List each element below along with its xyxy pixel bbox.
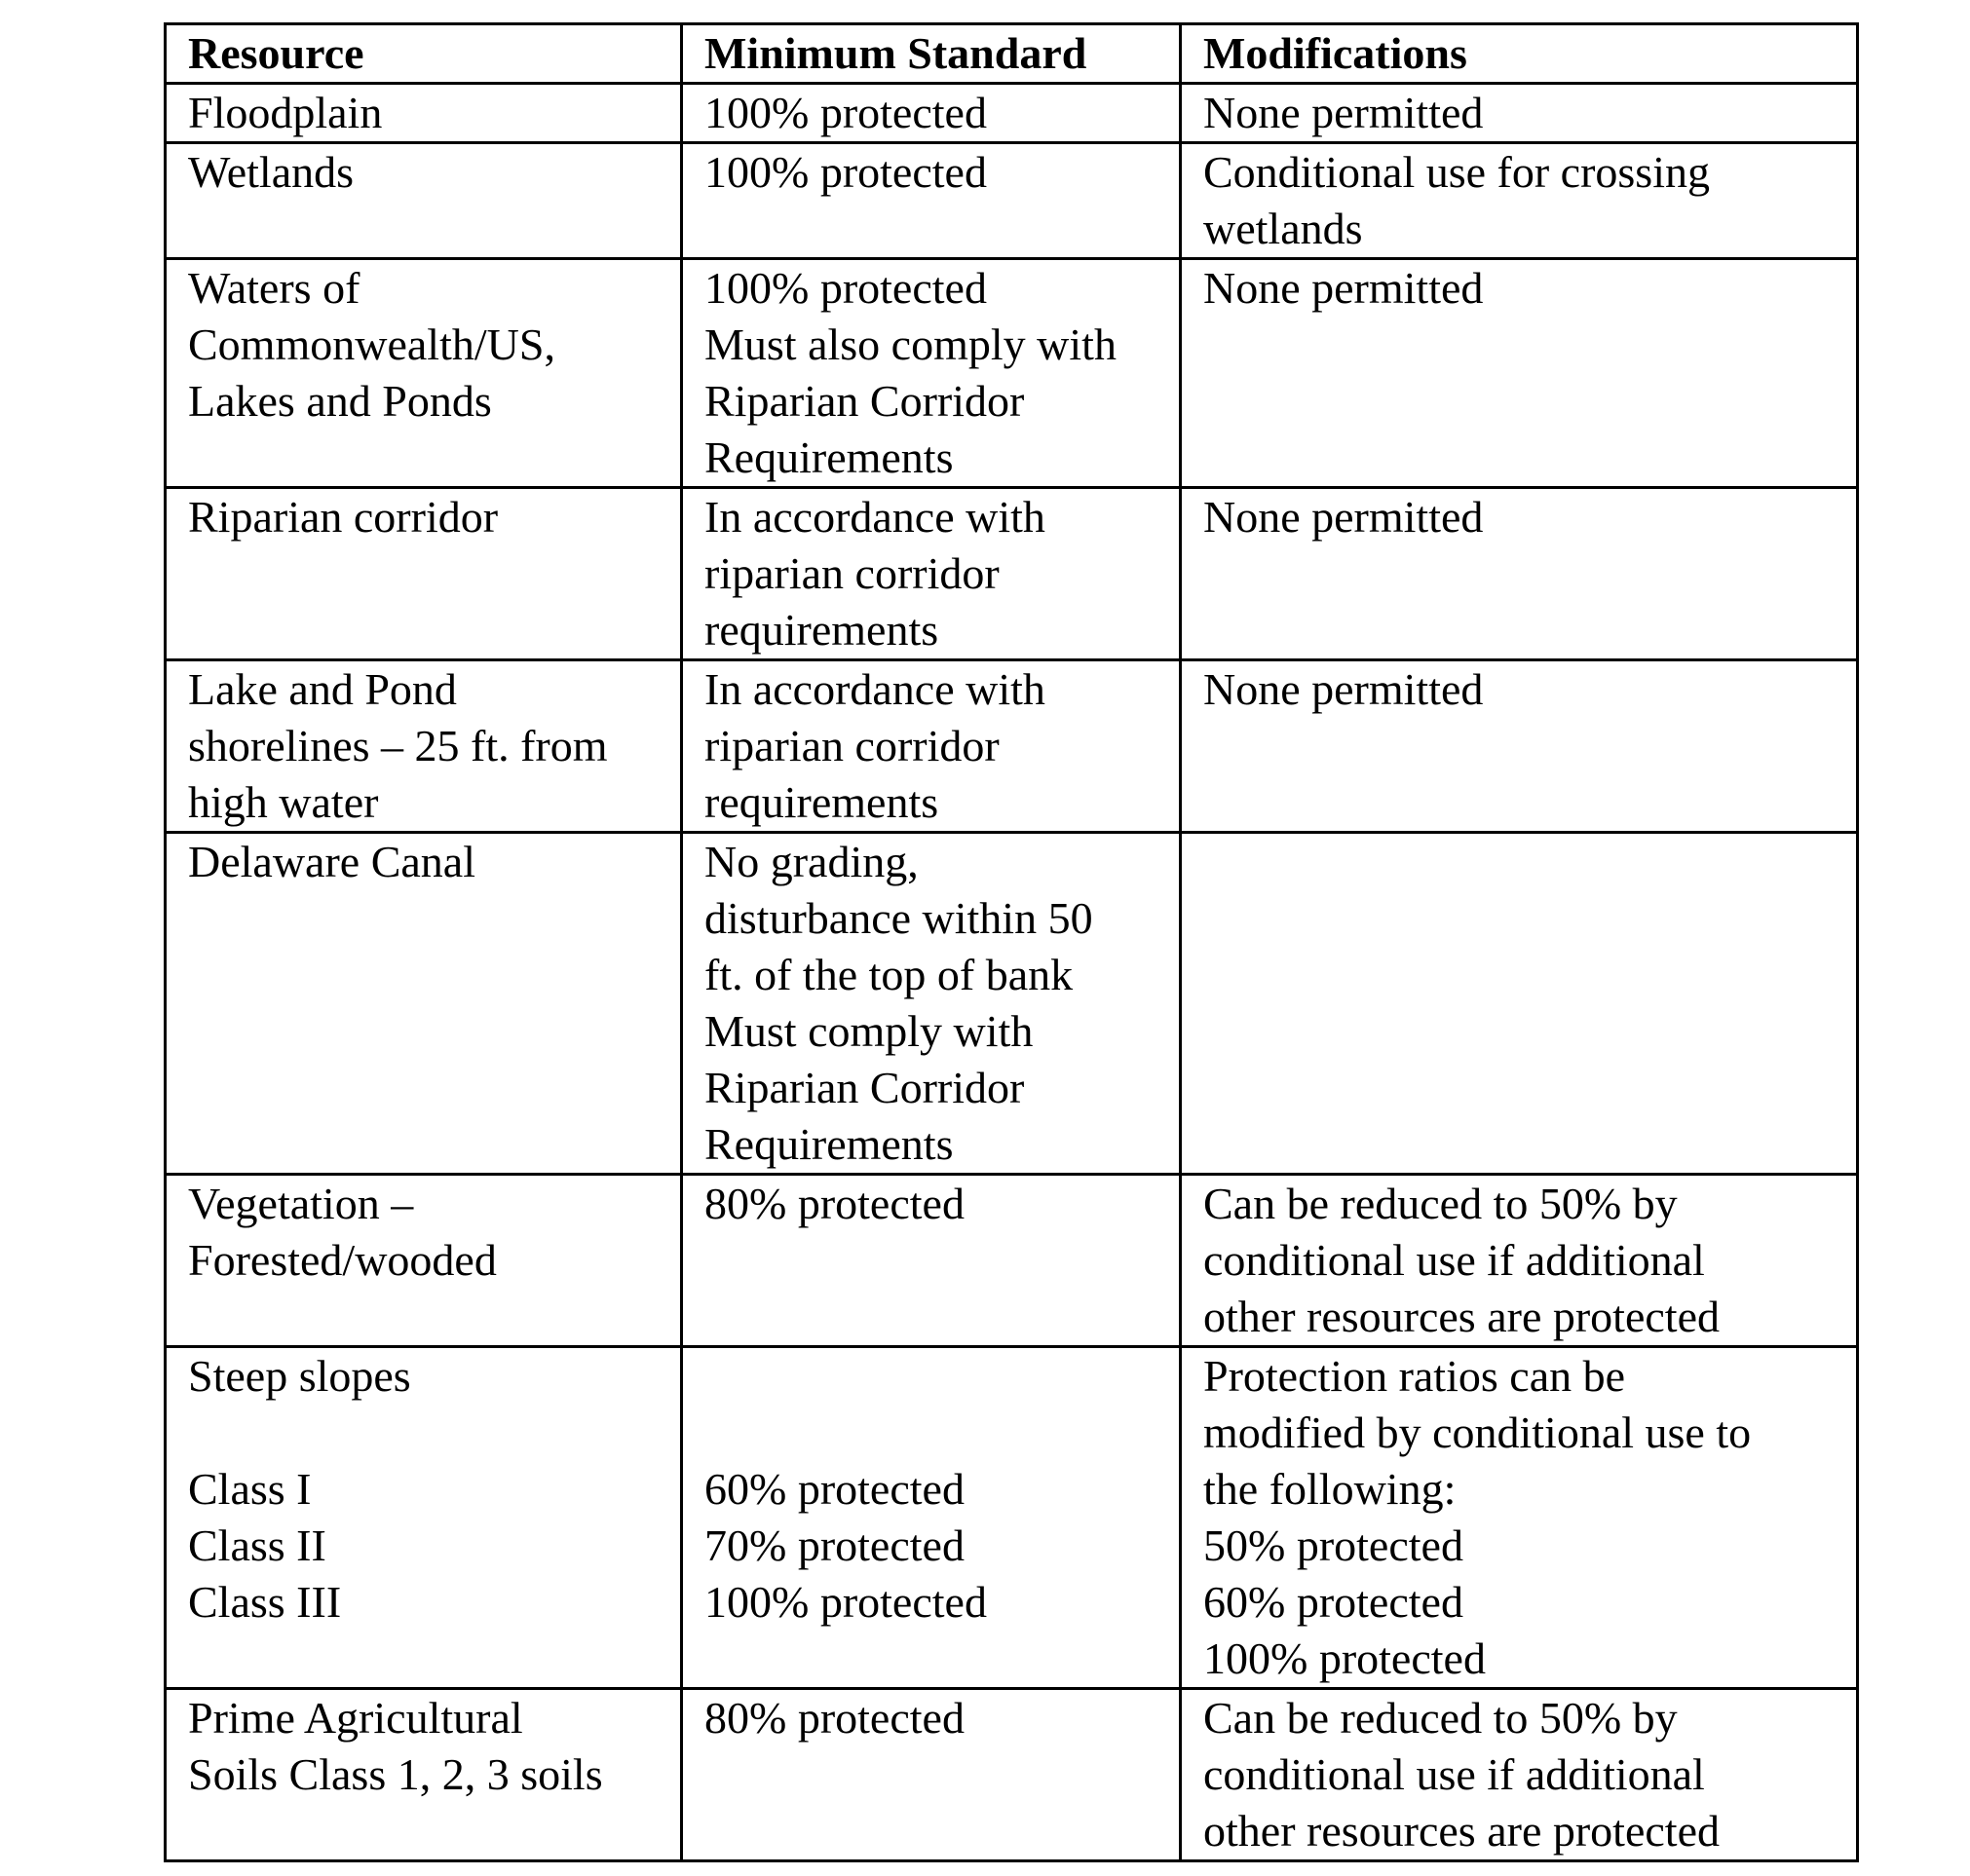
- cell-line: None permitted: [1203, 664, 1484, 714]
- cell-line: 100% protected: [704, 263, 987, 313]
- cell-line: conditional use if additional: [1203, 1749, 1705, 1799]
- cell-line: 100% protected: [704, 147, 987, 197]
- modifications-cell: [1181, 1175, 1858, 1347]
- cell-line: Class II: [188, 1520, 326, 1570]
- table-row: [166, 143, 1858, 259]
- resource-cell: [166, 1689, 682, 1861]
- cell-line: other resources are protected: [1203, 1806, 1720, 1856]
- modifications-cell: [1181, 833, 1858, 1175]
- cell-line: Riparian Corridor: [704, 1063, 1025, 1112]
- cell-line: shorelines – 25 ft. from: [188, 721, 608, 770]
- cell-line: 100% protected: [1203, 1633, 1486, 1683]
- cell-line: Wetlands: [188, 147, 355, 197]
- cell-line: 80% protected: [704, 1693, 965, 1743]
- header-row: [166, 24, 1858, 84]
- table-header: [166, 24, 1858, 84]
- cell-line: Commonwealth/US,: [188, 319, 555, 369]
- cell-line: Class I: [188, 1464, 312, 1514]
- resource-cell: [166, 84, 682, 143]
- cell-line: riparian corridor: [704, 548, 1000, 598]
- table-row: [166, 488, 1858, 660]
- cell-line: 60% protected: [1203, 1577, 1463, 1627]
- cell-line: Must comply with: [704, 1006, 1034, 1056]
- resource-cell: [166, 1347, 682, 1689]
- table-row: [166, 660, 1858, 833]
- cell-line: No grading,: [704, 837, 919, 886]
- cell-line: Riparian corridor: [188, 492, 499, 542]
- table-row: [166, 833, 1858, 1175]
- cell-line: conditional use if additional: [1203, 1235, 1705, 1285]
- cell-line: Soils Class 1, 2, 3 soils: [188, 1749, 603, 1799]
- minimum-standard-cell: [682, 833, 1181, 1175]
- cell-line: Riparian Corridor: [704, 376, 1025, 426]
- table-row: [166, 259, 1858, 488]
- minimum-standard-cell: [682, 1689, 1181, 1861]
- cell-line: Waters of: [188, 263, 360, 313]
- cell-line: high water: [188, 777, 379, 827]
- header-minimum-standard: Minimum Standard: [682, 24, 1181, 84]
- cell-line: 70% protected: [704, 1520, 965, 1570]
- cell-line: other resources are protected: [1203, 1292, 1720, 1341]
- cell-line: Can be reduced to 50% by: [1203, 1179, 1678, 1228]
- cell-line: 80% protected: [704, 1179, 965, 1228]
- modifications-cell: [1181, 660, 1858, 833]
- cell-line: requirements: [704, 605, 939, 655]
- minimum-standard-cell: [682, 259, 1181, 488]
- resource-cell: [166, 143, 682, 259]
- cell-line: Can be reduced to 50% by: [1203, 1693, 1678, 1743]
- modifications-cell: [1181, 84, 1858, 143]
- cell-line: None permitted: [1203, 492, 1484, 542]
- cell-line: the following:: [1203, 1464, 1457, 1514]
- cell-line: 60% protected: [704, 1464, 965, 1514]
- cell-line: Vegetation –: [188, 1179, 414, 1228]
- cell-line: Class III: [188, 1577, 342, 1627]
- minimum-standard-cell: [682, 660, 1181, 833]
- minimum-standard-cell: [682, 143, 1181, 259]
- resource-cell: [166, 660, 682, 833]
- cell-line: In accordance with: [704, 664, 1045, 714]
- resource-cell: [166, 259, 682, 488]
- cell-line: In accordance with: [704, 492, 1045, 542]
- table-row: [166, 1175, 1858, 1347]
- blank-line: [704, 1348, 1167, 1405]
- header-modifications: Modifications: [1181, 24, 1858, 84]
- cell-line: 100% protected: [704, 1577, 987, 1627]
- cell-line: wetlands: [1203, 204, 1363, 253]
- cell-line: Conditional use for crossing: [1203, 147, 1710, 197]
- cell-line: Lake and Pond: [188, 664, 457, 714]
- cell-line: Prime Agricultural: [188, 1693, 523, 1743]
- modifications-cell: [1181, 488, 1858, 660]
- cell-line: Forested/wooded: [188, 1235, 497, 1285]
- table-body: [166, 84, 1858, 1861]
- cell-line: 100% protected: [704, 88, 987, 137]
- table-row: [166, 84, 1858, 143]
- cell-line: ft. of the top of bank: [704, 950, 1074, 999]
- table-row: [166, 1689, 1858, 1861]
- resource-cell: [166, 1175, 682, 1347]
- resource-protection-table: [164, 22, 1859, 1862]
- cell-line: 50% protected: [1203, 1520, 1463, 1570]
- cell-line: requirements: [704, 777, 939, 827]
- minimum-standard-cell: [682, 1175, 1181, 1347]
- modifications-cell: [1181, 1347, 1858, 1689]
- cell-line: Requirements: [704, 432, 954, 482]
- cell-line: Delaware Canal: [188, 837, 476, 886]
- cell-line: None permitted: [1203, 263, 1484, 313]
- blank-line: [188, 1405, 668, 1461]
- cell-line: None permitted: [1203, 88, 1484, 137]
- resource-cell: [166, 488, 682, 660]
- modifications-cell: [1181, 143, 1858, 259]
- cell-line: riparian corridor: [704, 721, 1000, 770]
- cell-line: Must also comply with: [704, 319, 1117, 369]
- minimum-standard-cell: [682, 84, 1181, 143]
- cell-line: Lakes and Ponds: [188, 376, 492, 426]
- cell-line: disturbance within 50: [704, 893, 1093, 943]
- resource-cell: [166, 833, 682, 1175]
- minimum-standard-cell: [682, 1347, 1181, 1689]
- cell-line: Requirements: [704, 1119, 954, 1169]
- minimum-standard-cell: [682, 488, 1181, 660]
- header-resource: Resource: [166, 24, 682, 84]
- cell-line: Steep slopes: [188, 1351, 411, 1401]
- cell-line: Protection ratios can be: [1203, 1351, 1626, 1401]
- blank-line: [704, 1405, 1167, 1461]
- modifications-cell: [1181, 259, 1858, 488]
- modifications-cell: [1181, 1689, 1858, 1861]
- cell-line: Floodplain: [188, 88, 383, 137]
- table-row: [166, 1347, 1858, 1689]
- cell-line: modified by conditional use to: [1203, 1407, 1752, 1457]
